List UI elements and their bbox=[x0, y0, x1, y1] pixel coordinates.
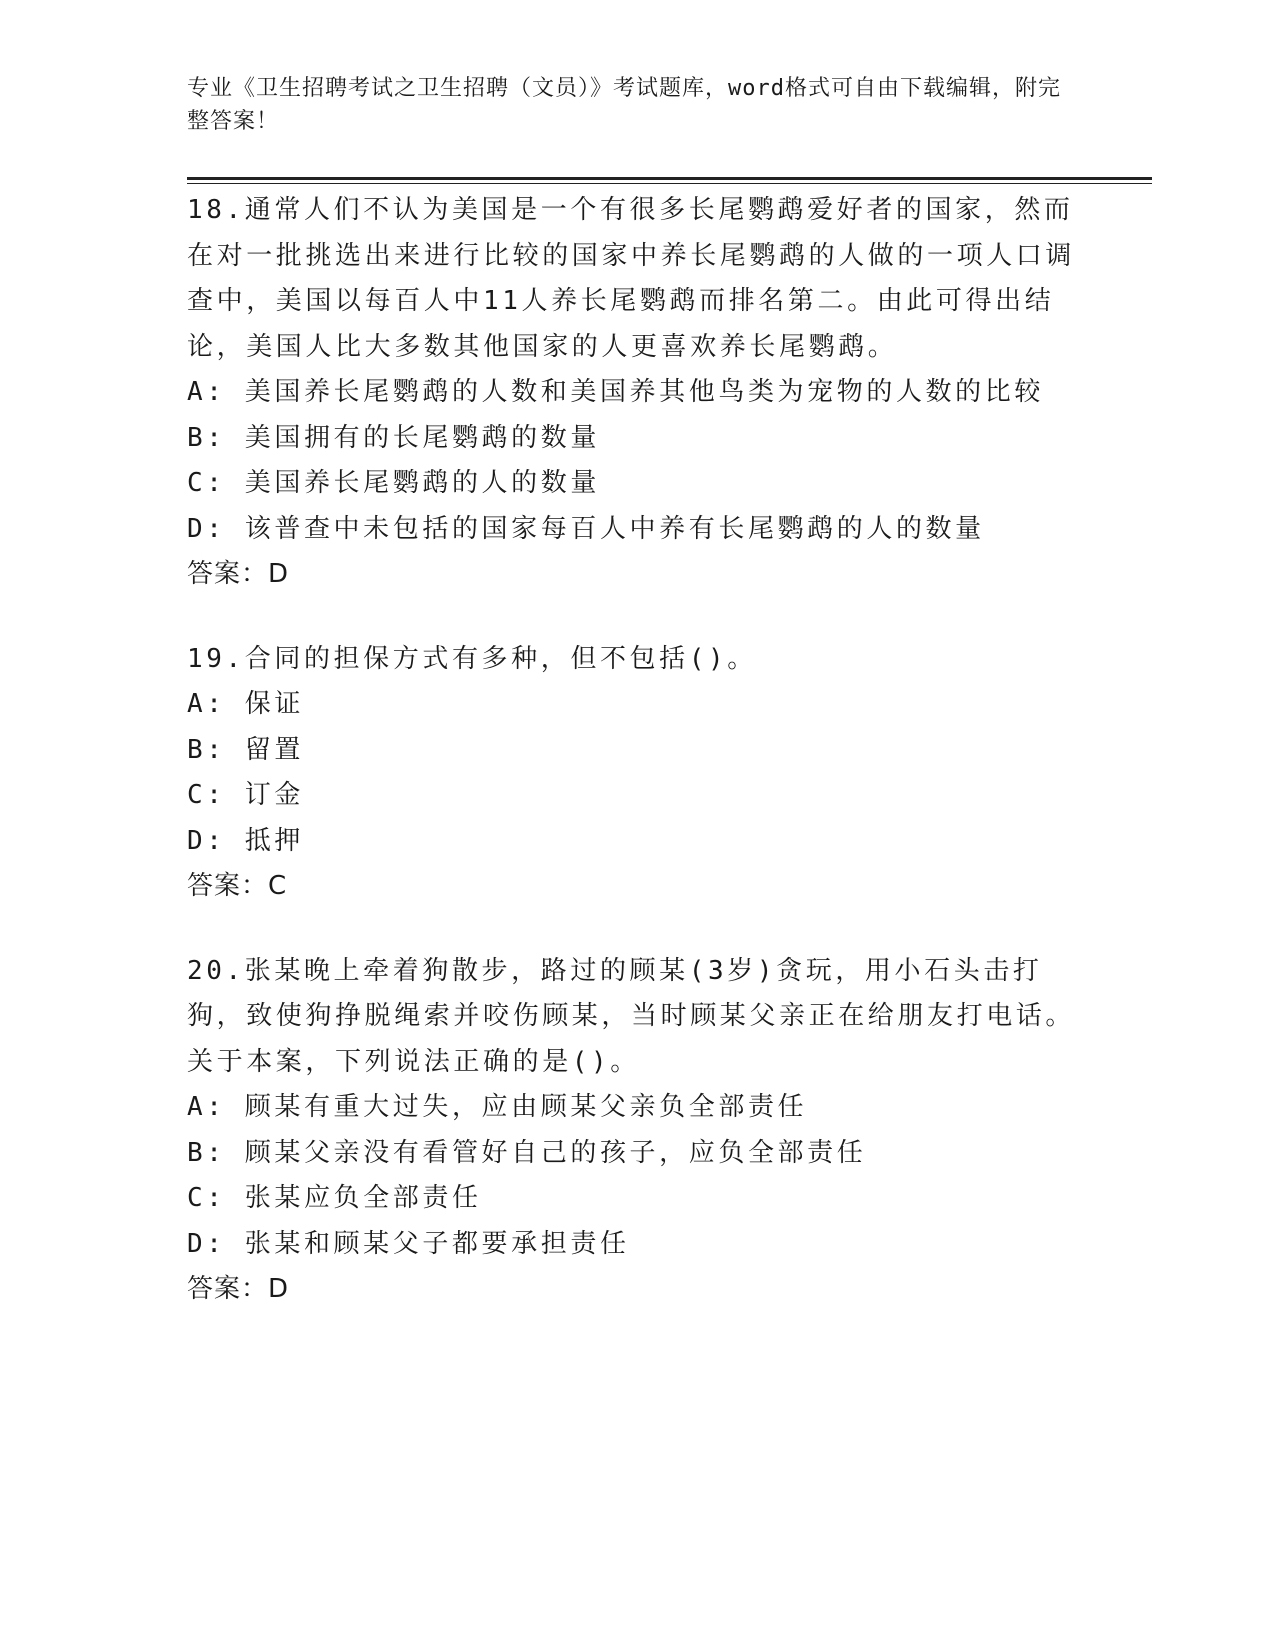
option-d: D: 该普查中未包括的国家每百人中养有长尾鹦鹉的人的数量 bbox=[187, 513, 985, 544]
answer-line: 答案：D bbox=[187, 1274, 290, 1304]
option-d: D: 抵押 bbox=[187, 825, 304, 856]
option-b: B: 留置 bbox=[187, 734, 304, 765]
option-a: A: 顾某有重大过失，应由顾某父亲负全部责任 bbox=[187, 1092, 808, 1122]
question-18 bbox=[187, 188, 1087, 598]
option-b: B: 美国拥有的长尾鹦鹉的数量 bbox=[187, 422, 600, 453]
header-divider-thick bbox=[187, 177, 1152, 180]
answer-line: 答案：D bbox=[187, 559, 290, 589]
question-stem: 18.通常人们不认为美国是一个有很多长尾鹦鹉爱好者的国家，然而在对一批挑选出来进行比较的国家中养长尾鹦鹉的人做的一项人口调查中，美国以每百人中11人养长尾鹦鹉而排名第二。由此可得出结论，美国人比大多数其他国家的人更喜欢养长尾鹦鹉。 bbox=[187, 195, 1076, 362]
option-c: C: 订金 bbox=[187, 780, 304, 810]
document-header: 专业《卫生招聘考试之卫生招聘（文员）》考试题库，word格式可自由下载编辑，附完整答案！ bbox=[187, 76, 1061, 134]
option-b: B: 顾某父亲没有看管好自己的孩子，应负全部责任 bbox=[187, 1137, 867, 1168]
question-20 bbox=[187, 949, 1087, 1313]
option-c: C: 美国养长尾鹦鹉的人的数量 bbox=[187, 468, 600, 498]
option-a: A: 保证 bbox=[187, 689, 304, 719]
option-c: C: 张某应负全部责任 bbox=[187, 1183, 482, 1213]
option-a: A: 美国养长尾鹦鹉的人数和美国养其他鸟类为宠物的人数的比较 bbox=[187, 377, 1044, 407]
header-divider-thin bbox=[187, 183, 1152, 184]
question-list bbox=[187, 188, 1087, 1352]
question-stem: 20.张某晚上牵着狗散步，路过的顾某(3岁)贪玩，用小石头击打狗，致使狗挣脱绳索并咬伤顾某，当时顾某父亲正在给朋友打电话。关于本案，下列说法正确的是()。 bbox=[187, 955, 1076, 1077]
option-d: D: 张某和顾某父子都要承担责任 bbox=[187, 1228, 630, 1259]
question-stem: 19.合同的担保方式有多种，但不包括()。 bbox=[187, 643, 757, 674]
question-19 bbox=[187, 637, 1087, 910]
answer-line: 答案：C bbox=[187, 871, 288, 901]
